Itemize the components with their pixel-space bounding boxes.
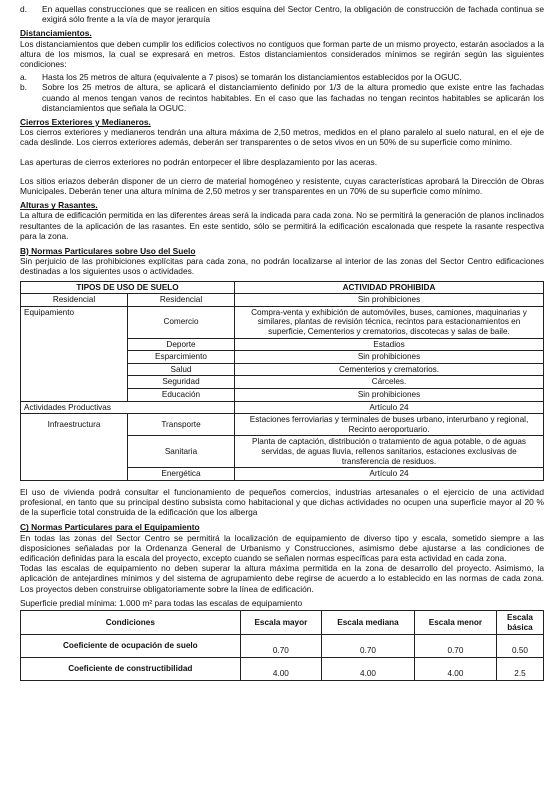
table-row [21,376,544,389]
intro-item [20,4,544,24]
activity-cell: Sin prohibiciones [235,294,544,307]
equip-paragraph-2: Todas las escalas de equipamiento no deben superar la altura máxima permitida en la zona de desarrollo del proyecto. Asimismo, la aplicación de antejardines mínimos y del sistema de agrupamiento debe regirse de acuerdo a lo establecido en las normas de cada zona. Los proyectos deben construirse obligatoriamente sobre la línea de edificación. [20,563,544,594]
land-use-table [20,281,544,481]
alturas-heading: Alturas y Rasantes. [20,200,98,211]
row-label: Coeficiente de constructibilidad [21,658,241,681]
usos-heading: B) Normas Particulares sobre Uso del Suelo [20,246,196,257]
activity-cell: Planta de captación, distribución o tratamiento de agua potable, o de aguas servidas, de aguas lluvia, rellenos sanitarios, estaciones exclusivas de transferencia de residuos. [235,436,544,468]
cierros-paragraph-1: Los cierros exteriores y medianeros tendrán una altura máxima de 2,50 metros, medidos en el plano paralelo al suelo natural, en el eje de cada deslinde. Los cierros exteriores además, deberán ser transparentes o de setos vivos en un 50% de su superficie como mínimo. [20,127,544,148]
col-header: Escala mediana [322,611,415,635]
intro-label: d. [20,4,27,14]
equip-heading: C) Normas Particulares para el Equipamiento [20,522,200,533]
sub-cell: Educación [128,389,235,402]
intro-text: En aquellas construcciones que se realicen en sitios esquina del Sector Centro, la obligación de construcción de fachada continua se exigirá sólo frente a la vía de mayor jerarquía [42,4,544,25]
group-cell: Equipamiento [21,306,128,338]
equip-paragraph-1: En todas las zonas del Sector Centro se permitirá la localización de equipamiento de diverso tipo y escala, sometido siempre a las disposiciones señaladas por la Ordenanza General de Urbanismo y Construcciones, asimismo debe ajustarse a las condiciones de edificación definidas para la escala del proyecto, excepto cuando se señalen normas específicas para esta actividad en cada zona. [20,532,544,563]
sub-cell: Comercio [128,306,235,338]
activity-cell: Sin prohibiciones [235,351,544,364]
activity-cell: Estaciones ferroviarias y terminales de buses urbano, interurbano y regional, Recinto aeroportuario. [235,414,544,436]
sub-cell: Salud [128,363,235,376]
superficie-note: Superficie predial mínima: 1.000 m² para todas las escalas de equipamiento [20,597,303,608]
distanciamientos-item-b [20,82,544,113]
sub-cell: Deporte [128,338,235,351]
col-header: Escala menor [414,611,496,635]
table-cell: 4.00 [414,658,496,681]
table-header-row [21,281,544,294]
col-header-tipos: TIPOS DE USO DE SUELO [21,281,235,294]
item-text: Sobre los 25 metros de altura, se aplicará el distanciamiento definido por 1/3 de la altura promedio que existe entre las fachadas cuando al menos tengan vanos de recintos habitables. En el caso que las fachadas no tengan recintos habitables se aplicarán los distanciamientos que señala la OGUC. [42,82,544,113]
activity-cell: Compra-venta y exhibición de automóviles, buses, camiones, maquinarias y similares, plantas de revisión técnica, recintos para estacionamientos en superficie, Cementerios y crematorios, discotecas y salas de baile. [235,306,544,338]
alturas-paragraph: La altura de edificación permitida en las diferentes áreas será la indicada para cada zona. No se permitirá la generación de planos inclinados resultantes de la aplicación de las rasantes. En este sentido, sólo se permitirá la edificación escalonada que respete la rasante respectiva para la zona. [20,210,544,241]
sub-cell: Esparcimiento [128,351,235,364]
row-label: Coeficiente de ocupación de suelo [21,635,241,658]
table-cell: 0.70 [414,635,496,658]
col-header: Escala básica [496,611,543,635]
col-header: Escala mayor [240,611,321,635]
item-label: a. [20,72,27,83]
equipment-table [20,610,544,681]
sub-cell: Seguridad [128,376,235,389]
table-row [21,658,544,681]
cierros-heading: Cierros Exteriores y Medianeros. [20,117,151,128]
table-row [21,389,544,402]
sub-cell: Energética [128,468,235,481]
item-text: Hasta los 25 metros de altura (equivalente a 7 pisos) se tomarán los distanciamientos establecidos por la OGUC. [42,72,462,83]
table-row [21,351,544,364]
table-cell: 0.50 [496,635,543,658]
table-row [21,436,544,468]
activity-cell: Artículo 24 [235,401,544,414]
sub-cell: Sanitaria [128,436,235,468]
activity-cell: Artículo 24 [235,468,544,481]
table-header-row [21,611,544,635]
distanciamientos-item-a [20,72,544,82]
group-cell: Actividades Productivas [21,401,235,414]
usos-after-paragraph: El uso de vivienda podrá consultar el funcionamiento de pequeños comercios, industrias artesanales o el ejercicio de una actividad profesional, en tanto que su principal destino subsista como habitacional y que dichas actividades no ocupen una superficie mayor al 20 % de la superficie total construida de la edificación que los alberga [20,486,544,518]
activity-cell: Cementerios y crematorios. [235,363,544,376]
col-header: Condiciones [21,611,241,635]
cierros-paragraph-2: Las aperturas de cierros exteriores no podrán entorpecer el libre desplazamiento por las aceras. [20,156,378,167]
sub-cell: Residencial [128,294,235,307]
activity-cell: Sin prohibiciones [235,389,544,402]
activity-cell: Estadios [235,338,544,351]
table-row [21,363,544,376]
table-cell: 0.70 [322,635,415,658]
distanciamientos-heading: Distanciamientos. [20,28,92,39]
table-row [21,414,544,436]
table-row [21,635,544,658]
distanciamientos-intro: Los distanciamientos que deben cumplir los edificios colectivos no contiguos que forman parte de un mismo proyecto, estarán asociados a la altura de los mismos, la cual se expresará en metros. Estos distanciamientos considerados mínimos se regirán según las siguientes condiciones: [20,38,544,70]
group-cell: Residencial [21,294,128,307]
group-cell: Infraestructura [21,414,128,436]
activity-cell: Cárceles. [235,376,544,389]
table-row [21,294,544,307]
table-cell: 0.70 [240,635,321,658]
usos-intro: Sin perjuicio de las prohibiciones explícitas para cada zona, no podrán localizarse al interior de las zonas del Sector Centro edificaciones destinadas a los siguientes usos o actividades. [20,256,544,277]
col-header-actividad: ACTIVIDAD PROHIBIDA [235,281,544,294]
item-label: b. [20,82,27,93]
table-row [21,401,544,414]
sub-cell: Transporte [128,414,235,436]
table-row [21,468,544,481]
table-row [21,306,544,338]
cierros-paragraph-3: Los sitios eriazos deberán disponer de un cierro de material homogéneo y resistente, cuyas características aprobará la Dirección de Obras Municipales. Deberán tener una altura mínima de 2,50 metros y ser transparentes en un 70% de su superficie como mínimo. [20,175,544,197]
table-row [21,338,544,351]
table-cell: 4.00 [322,658,415,681]
table-cell: 2.5 [496,658,543,681]
table-cell: 4.00 [240,658,321,681]
